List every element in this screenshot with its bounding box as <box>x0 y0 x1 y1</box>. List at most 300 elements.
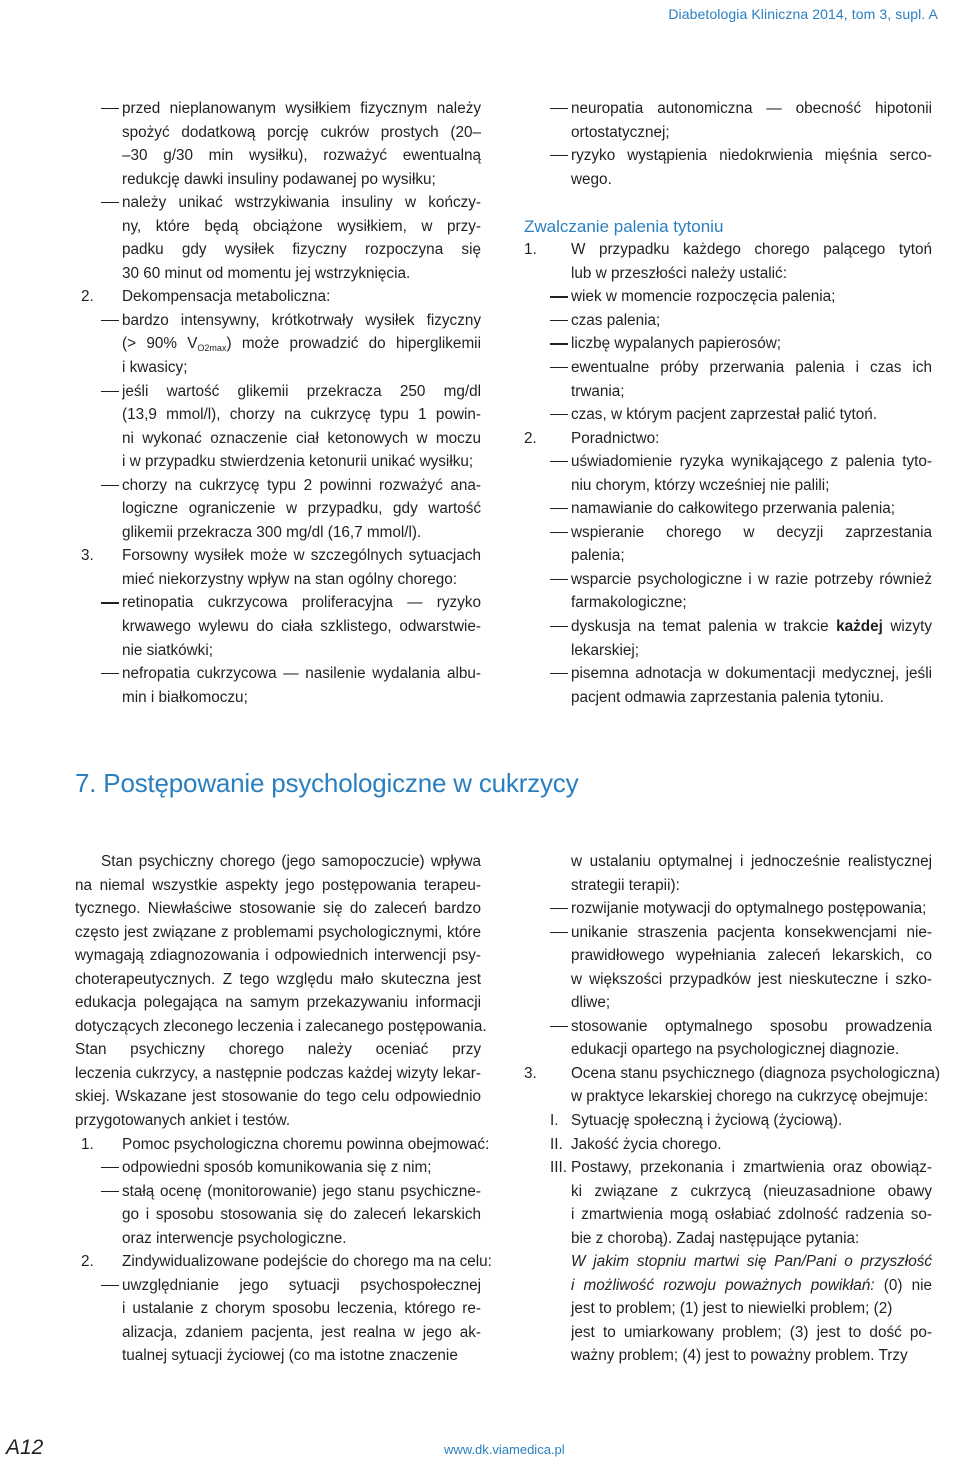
text-line <box>75 874 481 898</box>
line-text <box>571 615 932 639</box>
line-text <box>571 639 932 663</box>
line-content: redukcję dawki insuliny podawanej po wysiłku; <box>122 170 436 188</box>
line-content: retinopatia cukrzycowa proliferacyjna — ryzyko <box>122 594 481 612</box>
line-content: Postawy, przekonania i zmartwienia oraz obowiąz- <box>571 1159 932 1177</box>
line-content: jest to umiarkowany problem; (3) jest to dość po- <box>571 1323 932 1341</box>
line-content: min i białkomoczu; <box>122 688 248 706</box>
line-content: strategii terapii): <box>571 876 680 894</box>
line-content: stosowanie optymalnego sposobu prowadzenia <box>571 1017 932 1035</box>
line-text <box>571 1274 932 1298</box>
text-line <box>75 1227 481 1251</box>
line-text <box>571 474 932 498</box>
text-line <box>75 215 481 239</box>
line-text <box>571 356 932 380</box>
line-content: jest to problem; (1) jest to niewielki problem; (2) <box>571 1300 893 1318</box>
line-text <box>571 1250 932 1274</box>
em-dash-bullet <box>101 1191 119 1192</box>
em-dash-bullet <box>101 602 119 603</box>
text-line <box>524 1297 932 1321</box>
list-number: II. <box>550 1135 563 1153</box>
line-text <box>122 1297 481 1321</box>
text-line <box>75 686 481 710</box>
line-text <box>122 356 481 380</box>
section-title: 7. Postępowanie psychologiczne w cukrzycy <box>75 768 579 798</box>
text-line <box>75 474 481 498</box>
text-line <box>75 521 481 545</box>
line-content: edukacja polegająca na samym przekazywaniu informacji <box>75 994 481 1012</box>
line-content: rozwijanie motywacji do optymalnego postępowania; <box>571 900 927 918</box>
line-content: alizacja, zdaniem pacjenta, jest realna w jego ak- <box>122 1323 481 1341</box>
line-text <box>571 309 932 333</box>
line-text <box>122 615 481 639</box>
text-line <box>524 639 932 663</box>
line-text <box>122 168 481 192</box>
text-line <box>75 168 481 192</box>
line-text <box>571 168 932 192</box>
line-content: pacjent odmawia zaprzestania palenia tytoniu. <box>571 688 884 706</box>
line-content: krwawego wylewu do ciała szklistego, odwarstwie- <box>122 618 481 636</box>
text-line <box>75 1038 481 1062</box>
list-number: 3. <box>81 547 94 565</box>
line-text <box>571 991 932 1015</box>
line-content: i zmartwienia mogą osłabiać zdolność radzenia so- <box>571 1206 932 1224</box>
line-text <box>75 921 481 945</box>
em-dash-bullet <box>550 908 568 909</box>
line-text <box>122 1250 492 1274</box>
line-content: Ocena stanu psychicznego (diagnoza psychologiczna) <box>571 1064 941 1082</box>
line-text <box>122 497 481 521</box>
text-line <box>75 191 481 215</box>
line-content: W przypadku każdego chorego palącego tytoń <box>571 241 932 259</box>
line-content: skiej. Wskazane jest stosowanie do tego celu odpowiednio <box>75 1088 481 1106</box>
text-line <box>524 285 932 309</box>
line-content: (13,9 mmol/l), chorzy na cukrzycę typu 1 powin- <box>122 406 481 424</box>
line-text <box>122 1321 481 1345</box>
line-text <box>122 450 481 474</box>
text-line <box>524 309 932 333</box>
line-content: logiczne ograniczenie w przypadku, gdy wartość <box>122 500 481 518</box>
text-line <box>524 332 932 356</box>
line-text <box>571 1109 932 1133</box>
em-dash-bullet <box>101 320 119 321</box>
bottom-left-column <box>75 850 492 1368</box>
em-dash-bullet <box>550 414 568 415</box>
line-text <box>122 309 481 333</box>
line-text <box>122 427 481 451</box>
text-line <box>75 968 481 992</box>
em-dash-bullet <box>550 108 568 109</box>
line-text <box>122 285 481 309</box>
line-content: –30 g/30 min wysiłku), rozważyć ewentualną <box>122 147 481 165</box>
line-text <box>571 285 932 309</box>
em-dash-bullet <box>550 155 568 156</box>
line-content: liczbę wypalanych papierosów; <box>571 335 782 353</box>
text-line <box>75 97 481 121</box>
line-text <box>122 1133 490 1157</box>
line-text <box>122 662 481 686</box>
text-line <box>75 1180 481 1204</box>
em-dash-bullet <box>101 1285 119 1286</box>
text-line <box>524 1250 932 1274</box>
line-text <box>571 686 932 710</box>
text-line <box>524 97 932 121</box>
line-content: prawidłowego wypełniania zaleceń lekarskich, co <box>571 947 932 965</box>
line-text <box>122 1203 481 1227</box>
line-text <box>122 97 481 121</box>
line-content: tycznego. Niewłaściwe stosowanie się do zaleceń bardzo <box>75 900 481 918</box>
line-content: w praktyce lekarskiej chorego na cukrzycę obejmuje: <box>571 1088 929 1106</box>
text-line <box>524 662 932 686</box>
text-line <box>75 380 481 404</box>
em-dash-bullet <box>101 1167 119 1168</box>
text-line <box>75 544 481 568</box>
em-dash-bullet <box>550 367 568 368</box>
line-text <box>75 968 481 992</box>
line-content: niu chorym, którzy wcześniej nie palili; <box>571 476 830 494</box>
text-line <box>75 450 481 474</box>
line-text <box>122 591 481 615</box>
line-text <box>122 332 481 356</box>
text-line <box>75 568 481 592</box>
text-line <box>524 1133 932 1157</box>
text-line <box>75 921 481 945</box>
line-text <box>75 897 481 921</box>
em-dash-bullet <box>550 461 568 462</box>
text-line <box>524 1180 932 1204</box>
line-content: często jest związane z problemami psychologicznymi, które <box>75 923 481 941</box>
line-content: Sytuację społeczną i życiową (życiową). <box>571 1112 843 1130</box>
subscript: O2max <box>197 343 227 354</box>
line-content: wymagają zdiagnozowania i odpowiednich interwencji psy- <box>75 947 481 965</box>
line-text <box>571 1133 932 1157</box>
em-dash-bullet <box>550 1026 568 1027</box>
line-content: Stan psychiczny chorego należy oceniać przy <box>75 1041 481 1059</box>
text-line <box>75 356 481 380</box>
line-content: wsparcie psychologiczne i w razie potrzeby również <box>571 570 932 588</box>
line-text <box>122 403 481 427</box>
line-text <box>571 1321 932 1345</box>
em-dash-bullet <box>101 202 119 203</box>
text-line <box>75 262 481 286</box>
line-content: mieć niekorzystny wpływ na stan ogólny chorego: <box>122 570 457 588</box>
line-text <box>571 591 932 615</box>
line-content: czas palenia; <box>571 311 661 329</box>
text-line <box>75 403 481 427</box>
text-line <box>524 191 932 215</box>
line-text <box>571 521 932 545</box>
list-number: 1. <box>81 1135 94 1153</box>
text-line <box>75 1085 481 1109</box>
text-line <box>75 1156 481 1180</box>
list-number: 3. <box>524 1064 537 1082</box>
line-text <box>75 1015 487 1039</box>
line-content: palenia; <box>571 547 625 565</box>
line-content: i w przypadku stwierdzenia ketonurii unikać wysiłku; <box>122 453 474 471</box>
line-text <box>122 1274 481 1298</box>
line-content: 30 60 minut od momentu jej wstrzyknięcia. <box>122 264 411 282</box>
line-text <box>571 238 932 262</box>
text-line <box>75 662 481 686</box>
line-text <box>571 1344 932 1368</box>
text-line <box>524 921 932 945</box>
line-text <box>571 1015 932 1039</box>
line-text <box>101 850 481 874</box>
line-content: wspieranie chorego w decyzji zaprzestania <box>571 523 932 541</box>
line-content: ważny problem; (4) jest to poważny problem. Trzy <box>571 1347 908 1365</box>
line-text <box>571 968 932 992</box>
line-text <box>571 1156 932 1180</box>
line-text <box>571 144 932 168</box>
line-text <box>571 568 932 592</box>
line-content: Jakość życia chorego. <box>571 1135 722 1153</box>
text-line <box>524 1203 932 1227</box>
text-line <box>75 121 481 145</box>
line-content: Stan psychiczny chorego (jego samopoczucie) wpływa <box>101 853 481 870</box>
em-dash-bullet <box>550 579 568 580</box>
line-content: w większości przypadków jest nieskuteczne i szko- <box>571 970 932 988</box>
text-line <box>524 497 932 521</box>
line-text <box>571 332 932 356</box>
line-content: spożyć dodatkową porcję cukrów prostych (20– <box>122 123 481 141</box>
line-content: chorzy na cukrzycę typu 2 powinni rozważyć ana- <box>122 476 481 494</box>
line-content: w ustalaniu optymalnej i jednocześnie realistycznej <box>571 853 932 870</box>
line-content-post: wizyty <box>882 618 932 636</box>
page-number: A12 <box>6 1436 44 1459</box>
line-content: neuropatia autonomiczna — obecność hipotonii <box>571 100 932 117</box>
line-text <box>571 662 932 686</box>
line-text <box>75 1062 481 1086</box>
em-dash-bullet <box>550 626 568 627</box>
line-text <box>571 544 932 568</box>
line-content: ni wykonać oznaczenie ciał ketonowych w moczu <box>122 429 481 447</box>
text-line <box>524 356 932 380</box>
line-text <box>571 262 932 286</box>
line-content: ryzyko wystąpienia niedokrwienia mięśnia serco- <box>571 147 932 165</box>
text-line <box>524 591 932 615</box>
line-text <box>571 944 932 968</box>
line-text <box>122 238 481 262</box>
line-content: edukacji opartego na psychologicznej diagnozie. <box>571 1041 900 1059</box>
line-content: Forsowny wysiłek może w szczególnych sytuacjach <box>122 547 481 565</box>
running-header: Diabetologia Kliniczna 2014, tom 3, supl. A <box>668 6 938 22</box>
line-content: tualnej sytuacji życiowej (co ma istotne znaczenie <box>122 1347 458 1365</box>
text-line <box>75 238 481 262</box>
text-line <box>524 568 932 592</box>
text-line <box>524 238 932 262</box>
line-content: go i sposobu stosowania się do zaleceń lekarskich <box>122 1206 481 1224</box>
line-text <box>571 497 932 521</box>
text-line <box>75 1109 481 1133</box>
text-line <box>75 591 481 615</box>
line-text <box>122 215 481 239</box>
line-content: Zindywidualizowane podejście do chorego ma na celu: <box>122 1253 492 1271</box>
text-line <box>524 1015 932 1039</box>
line-content: padku gdy wysiłek fizyczny rozpoczyna się <box>122 241 481 259</box>
line-text <box>122 544 481 568</box>
line-text <box>571 1180 932 1204</box>
text-line <box>524 944 932 968</box>
subsection-heading: Zwalczanie palenia tytoniu <box>524 216 724 236</box>
line-text <box>122 1344 481 1368</box>
line-content: namawianie do całkowitego przerwania palenia; <box>571 500 895 518</box>
list-number: 2. <box>81 288 94 306</box>
line-content-pre: dyskusja na temat palenia w trakcie <box>571 618 837 636</box>
line-content: ewentualne próby przerwania palenia i czas ich <box>571 359 932 377</box>
text-line <box>524 1274 932 1298</box>
line-text <box>571 450 932 474</box>
text-line <box>524 686 932 710</box>
line-text <box>571 1203 932 1227</box>
em-dash-bullet <box>550 508 568 509</box>
line-text <box>571 1062 941 1086</box>
top-right-column <box>524 97 932 709</box>
line-text <box>75 944 481 968</box>
text-line <box>75 615 481 639</box>
line-content: wego. <box>571 170 612 188</box>
line-content: farmakologiczne; <box>571 594 687 612</box>
text-line <box>524 121 932 145</box>
list-number: III. <box>550 1159 567 1177</box>
line-text <box>122 144 481 168</box>
text-line <box>75 1015 487 1039</box>
text-line <box>75 497 481 521</box>
em-dash-bullet <box>101 391 119 392</box>
text-line <box>524 262 932 286</box>
line-text <box>571 874 932 898</box>
text-line <box>75 1062 481 1086</box>
line-content: czas, w którym pacjent zaprzestał palić tytoń. <box>571 406 878 424</box>
line-content: wiek w momencie rozpoczęcia palenia; <box>571 288 836 306</box>
line-content: ki związane z cukrzycą (nieuzasadnione obawy <box>571 1182 932 1200</box>
text-line <box>75 144 481 168</box>
text-line <box>75 309 481 333</box>
text-line <box>524 168 932 192</box>
text-line <box>75 1321 481 1345</box>
line-text <box>122 521 481 545</box>
text-line <box>75 1203 481 1227</box>
text-line <box>524 144 932 168</box>
line-text <box>122 639 481 663</box>
line-text <box>75 991 481 1015</box>
line-content: na niemal wszystkie aspekty jego postępowania terapeu- <box>75 876 481 894</box>
text-line <box>524 474 932 498</box>
line-content: i kwasicy; <box>122 359 188 377</box>
line-text <box>75 874 481 898</box>
line-text <box>122 262 481 286</box>
line-content: dliwe; <box>571 994 611 1012</box>
em-dash-bullet <box>550 320 568 321</box>
em-dash-bullet <box>550 532 568 533</box>
line-content: uświadomienie ryzyka wynikającego z palenia tyto- <box>571 453 932 471</box>
text-line <box>524 991 932 1015</box>
text-line <box>524 380 932 404</box>
text-line <box>75 944 481 968</box>
em-dash-bullet <box>101 108 119 109</box>
line-content: lub w przeszłości należy ustalić: <box>571 264 787 282</box>
line-content: nie siatkówki; <box>122 641 213 659</box>
line-content: odpowiedni sposób komunikowania się z nim; <box>122 1159 432 1177</box>
text-line <box>75 850 481 874</box>
line-content: jeśli wartość glikemii przekracza 250 mg/dl <box>122 382 481 400</box>
list-number: 1. <box>524 241 537 259</box>
line-text <box>122 474 481 498</box>
list-number: 2. <box>81 1253 94 1271</box>
text-line <box>524 874 932 898</box>
line-text <box>122 1156 481 1180</box>
text-line <box>75 427 481 451</box>
line-content: W jakim stopniu martwi się Pan/Pani o przyszłość <box>571 1253 932 1271</box>
line-content: dotyczących zleconego leczenia i zalecanego postępowania. <box>75 1017 487 1035</box>
line-text <box>122 1227 481 1251</box>
text-line <box>524 850 932 874</box>
line-content: stałą ocenę (monitorowanie) jego stanu psychiczne- <box>122 1182 481 1200</box>
text-line <box>524 615 932 639</box>
line-content: należy unikać wstrzykiwania insuliny w kończy- <box>122 194 481 212</box>
text-line <box>524 521 932 545</box>
em-dash-bullet <box>550 296 568 297</box>
text-line <box>75 1250 492 1274</box>
line-text <box>571 403 932 427</box>
text-line <box>524 1062 941 1086</box>
text-line <box>524 1038 932 1062</box>
line-text <box>122 380 481 404</box>
text-line <box>524 1109 932 1133</box>
text-line <box>524 1227 932 1251</box>
text-line <box>75 1274 481 1298</box>
list-number: 2. <box>524 429 537 447</box>
footer-url[interactable]: www.dk.viamedica.pl <box>444 1442 565 1457</box>
em-dash-bullet <box>550 343 568 344</box>
text-line <box>75 332 481 356</box>
text-line <box>75 1297 481 1321</box>
text-line <box>75 991 481 1015</box>
line-text <box>75 1085 481 1109</box>
line-content: glikemii przekracza 300 mg/dl (16,7 mmol/l). <box>122 523 422 541</box>
line-content: pisemna adnotacja w dokumentacji medycznej, jeśli <box>571 665 932 683</box>
line-content: uwzględnianie jego sytuacji psychospołecznej <box>122 1276 481 1294</box>
text-line <box>524 427 932 451</box>
line-text <box>122 1180 481 1204</box>
line-text <box>571 1227 932 1251</box>
text-line <box>524 968 932 992</box>
line-content: oraz interwencje psychologiczne. <box>122 1229 347 1247</box>
line-content: ortostatycznej; <box>571 123 670 141</box>
italic-part: i możliwość rozwoju poważnych powikłań: <box>571 1276 875 1294</box>
line-text <box>571 380 932 404</box>
text-line <box>524 450 932 474</box>
line-text <box>75 1038 481 1062</box>
bottom-right-column <box>524 850 941 1368</box>
text-line <box>75 1133 490 1157</box>
line-text <box>571 97 932 121</box>
text-line <box>75 285 481 309</box>
em-dash-bullet <box>101 485 119 486</box>
line-content: bie z chorobą). Zadaj następujące pytania: <box>571 1229 860 1247</box>
em-dash-bullet <box>550 673 568 674</box>
line-content: nefropatia cukrzycowa — nasilenie wydalania albu- <box>122 665 481 683</box>
text-line <box>524 1085 932 1109</box>
line-content: unikanie straszenia pacjenta konsekwencjami nie- <box>571 923 932 941</box>
line-content: przed nieplanowanym wysiłkiem fizycznym należy <box>122 100 481 117</box>
line-content-post: ) może prowadzić do hiperglikemii <box>226 335 481 353</box>
line-text <box>571 1038 932 1062</box>
line-content: leczenia cukrzycy, a następnie podczas każdej wizyty lekar- <box>75 1064 481 1082</box>
top-left-column <box>75 97 481 709</box>
line-content-post: (0) nie <box>874 1276 932 1294</box>
text-line <box>524 403 932 427</box>
line-content: ny, które będą obciążone wysiłkiem, w przy- <box>122 217 481 235</box>
line-text <box>571 921 932 945</box>
